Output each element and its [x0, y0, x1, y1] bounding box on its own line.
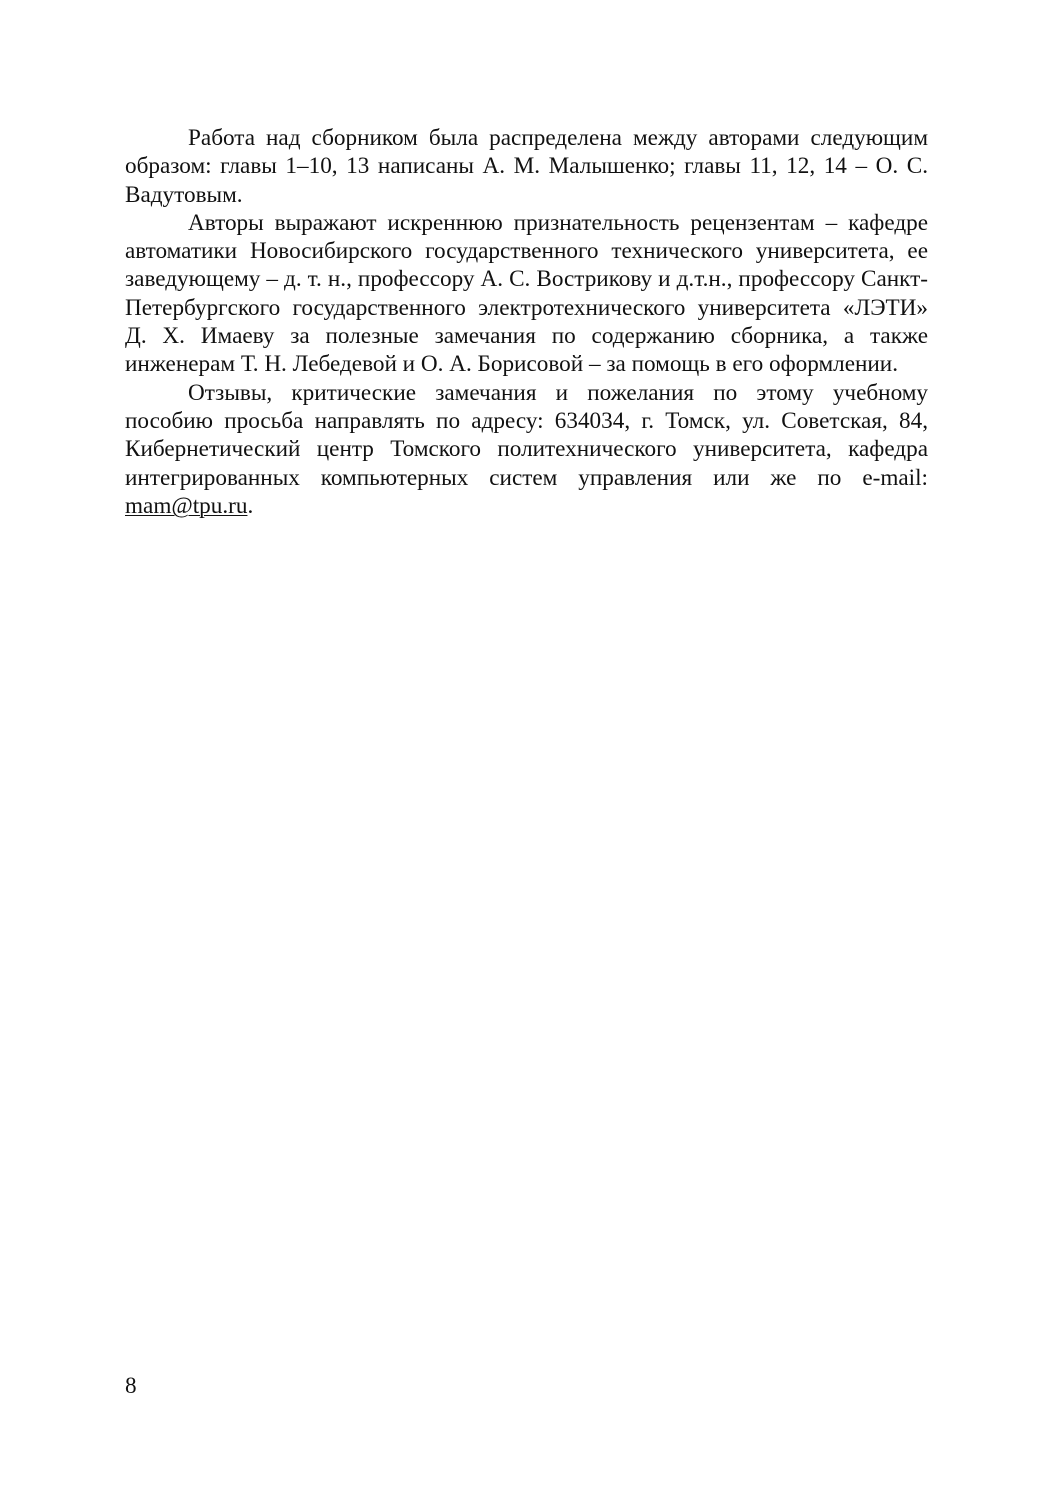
body-text — [125, 124, 928, 520]
feedback-period: . — [247, 492, 254, 519]
email-link[interactable]: mam@tpu.ru — [125, 492, 248, 519]
paragraph-authorship: Работа над сборником была распределена между авторами следующим образом: главы 1–10, 13 написаны А. М. Малышенко; главы 11, 12, 14 – О. С. Вадутовым. — [125, 125, 928, 208]
feedback-text: Отзывы, критические замечания и пожелания по этому учебному пособию просьба направлять по адресу: 634034, г. Томск, ул. Советская, 84, Кибернетический центр Томского политехнического университета, кафедра интегрированных компьютерных систем управления или же по e-mail: — [125, 379, 928, 491]
paragraph-feedback — [125, 379, 928, 520]
page-number: 8 — [125, 1373, 137, 1399]
paragraph-acknowledgements: Авторы выражают искреннюю признательность рецензентам – кафедре автоматики Новосибирского государственного технического университета, ее заведующему – д. т. н., профессору А. С. Вострикову и д.т.н., профессору Санкт-Петербургского государственного электротехнического университета «ЛЭТИ» Д. Х. Имаеву за полезные замечания по содержанию сборника, а также инженерам Т. Н. Лебедевой и О. А. Борисовой – за помощь в его оформлении. — [125, 209, 928, 378]
